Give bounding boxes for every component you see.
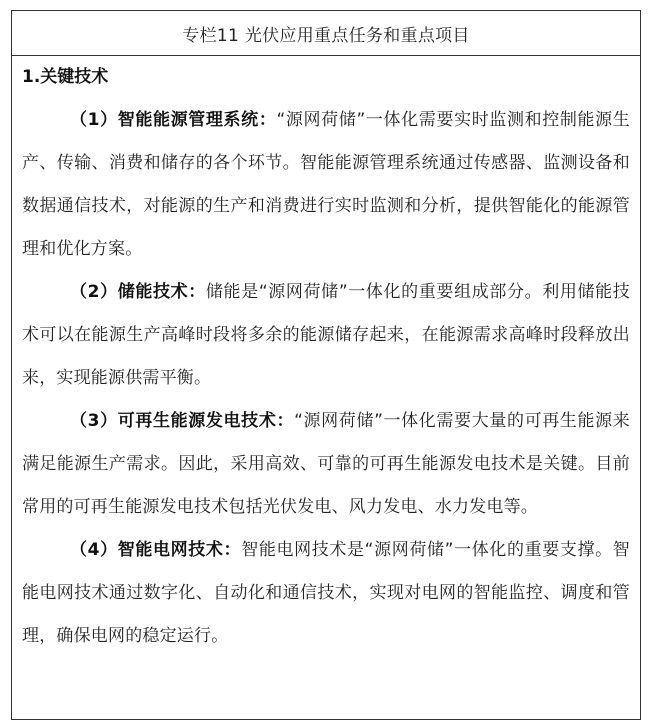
paragraph-text: 储能是“源网荷储”一体化的重要组成部分。利用储能技术可以在能源生产高峰时段将多余的能源储存起来，在能源需求高峰时段释放出来，实现能源供需平衡。 <box>22 282 630 388</box>
paragraph-lead: （1）智能能源管理系统： <box>70 110 277 130</box>
paragraph-text: “源网荷储”一体化需要实时监测和控制能源生产、传输、消费和储存的各个环节。智能能源管理系统通过传感器、监测设备和数据通信技术，对能源的生产和消费进行实时监测和分析，提供智能化的能源管理和优化方案。 <box>22 110 630 259</box>
paragraph-lead: （3）可再生能源发电技术： <box>70 411 295 431</box>
section-heading: 1.关键技术 <box>22 67 109 87</box>
paragraph-energy-storage <box>22 271 630 400</box>
table-title: 专栏11 光伏应用重点任务和重点项目 <box>12 11 640 56</box>
paragraph-text: 智能电网技术是“源网荷储”一体化的重要支撑。智能电网技术通过数字化、自动化和通信技术，实现对电网的智能监控、调度和管理，确保电网的稳定运行。 <box>22 540 630 646</box>
paragraph-smart-grid <box>22 529 630 658</box>
feature-table <box>11 10 641 720</box>
paragraph-lead: （2）储能技术： <box>70 282 206 302</box>
table-body <box>12 56 640 658</box>
paragraph-lead: （4）智能电网技术： <box>70 540 242 560</box>
paragraph-text: “源网荷储”一体化需要大量的可再生能源来满足能源生产需求。因此，采用高效、可靠的可再生能源发电技术是关键。目前常用的可再生能源发电技术包括光伏发电、风力发电、水力发电等。 <box>22 411 630 517</box>
paragraph-renewable-generation <box>22 400 630 529</box>
paragraph-energy-management <box>22 99 630 271</box>
